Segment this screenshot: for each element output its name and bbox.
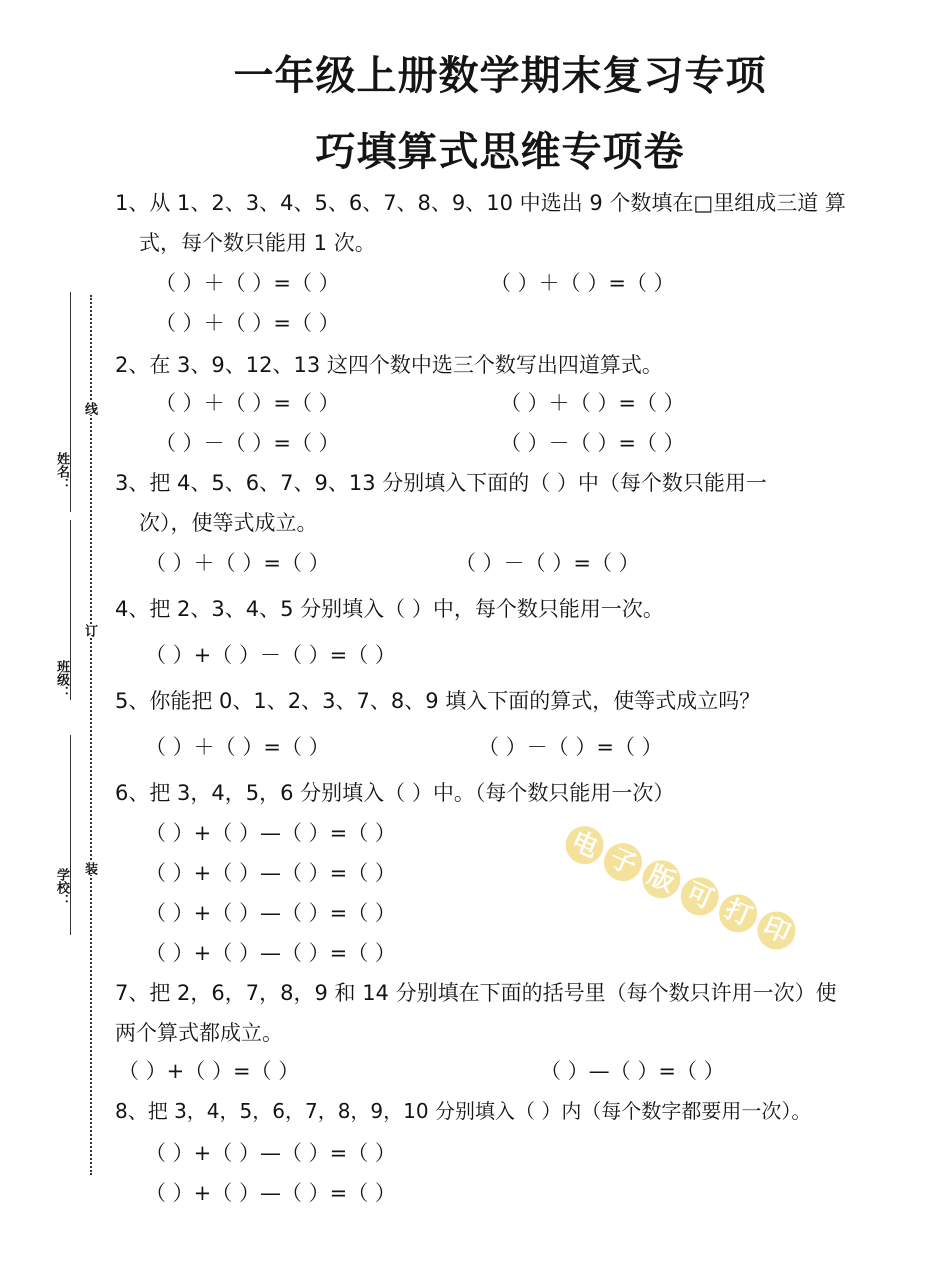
question-8-equation: （ ）+（ ）—（ ）=（ ） [145,1181,396,1205]
mark-bind: 订 [82,624,97,637]
question-2-equation: （ ）－（ ）=（ ） [155,431,340,455]
question-6-equation: （ ）+（ ）—（ ）=（ ） [145,821,396,845]
watermark-char: 电 [560,820,610,870]
question-5-text: 5、你能把 0、1、2、3、7、8、9 填入下面的算式，使等式成立吗？ [115,689,761,713]
question-7-text-cont: 两个算式都成立。 [115,1021,283,1045]
school-label: 学校： [54,868,69,907]
question-7-equation: （ ）+（ ）=（ ） [118,1059,300,1083]
mark-line: 线 [82,402,97,415]
question-7-text: 7、把 2，6，7，8，9 和 14 分别填在下面的括号里（每个数只许用一次）使 [115,981,837,1005]
watermark-char: 子 [598,837,648,887]
question-6-text: 6、把 3，4，5，6 分别填入（ ）中。（每个数只能用一次） [115,781,675,805]
question-3-equation: （ ）＋（ ）=（ ） [145,551,330,575]
question-6-equation: （ ）+（ ）—（ ）=（ ） [145,861,396,885]
question-3-equation: （ ）－（ ）=（ ） [455,551,640,575]
question-2-text: 2、在 3、9、12、13 这四个数中选三个数写出四道算式。 [115,353,663,377]
question-5-equation: （ ）－（ ）=（ ） [478,735,663,759]
watermark-char: 印 [751,905,801,955]
question-1-text-cont: 式，每个数只能用 1 次。 [139,231,376,255]
page-subtitle: 巧填算式思维专项卷 [315,129,685,175]
question-5-equation: （ ）＋（ ）=（ ） [145,735,330,759]
question-4-equation: （ ）+（ ）－（ ）=（ ） [145,643,396,667]
question-1-text: 1、从 1、2、3、4、5、6、7、8、9、10 中选出 9 个数填在□里组成三道 算 [115,191,846,215]
question-2-equation: （ ）＋（ ）=（ ） [500,391,685,415]
page-title: 一年级上册数学期末复习专项 [233,53,767,99]
question-7-equation: （ ）—（ ）=（ ） [540,1059,725,1083]
name-label: 姓名： [54,452,69,491]
class-label: 班级： [54,660,69,699]
watermark-char: 打 [713,888,763,938]
question-2-equation: （ ）－（ ）=（ ） [500,431,685,455]
question-1-equation: （ ）＋（ ）=（ ） [490,271,675,295]
question-4-text: 4、把 2、3、4、5 分别填入（ ）中，每个数只能用一次。 [115,597,664,621]
question-6-equation: （ ）+（ ）—（ ）=（ ） [145,901,396,925]
question-3-text-cont: 次），使等式成立。 [139,511,318,535]
question-8-text: 8、把 3，4，5，6，7，8，9，10 分别填入（ ）内（每个数字都要用一次）。 [115,1099,812,1123]
watermark-char: 可 [675,871,725,921]
question-1-equation: （ ）＋（ ）=（ ） [155,311,340,335]
watermark-char: 版 [636,854,686,904]
question-6-equation: （ ）+（ ）—（ ）=（ ） [145,941,396,965]
question-2-equation: （ ）＋（ ）=（ ） [155,391,340,415]
question-3-text: 3、把 4、5、6、7、9、13 分别填入下面的（ ）中（每个数只能用一 [115,471,767,495]
question-8-equation: （ ）+（ ）—（ ）=（ ） [145,1141,396,1165]
binding-line-dotted [90,295,92,1175]
question-1-equation: （ ）＋（ ）=（ ） [155,271,340,295]
mark-seal: 装 [82,862,97,875]
